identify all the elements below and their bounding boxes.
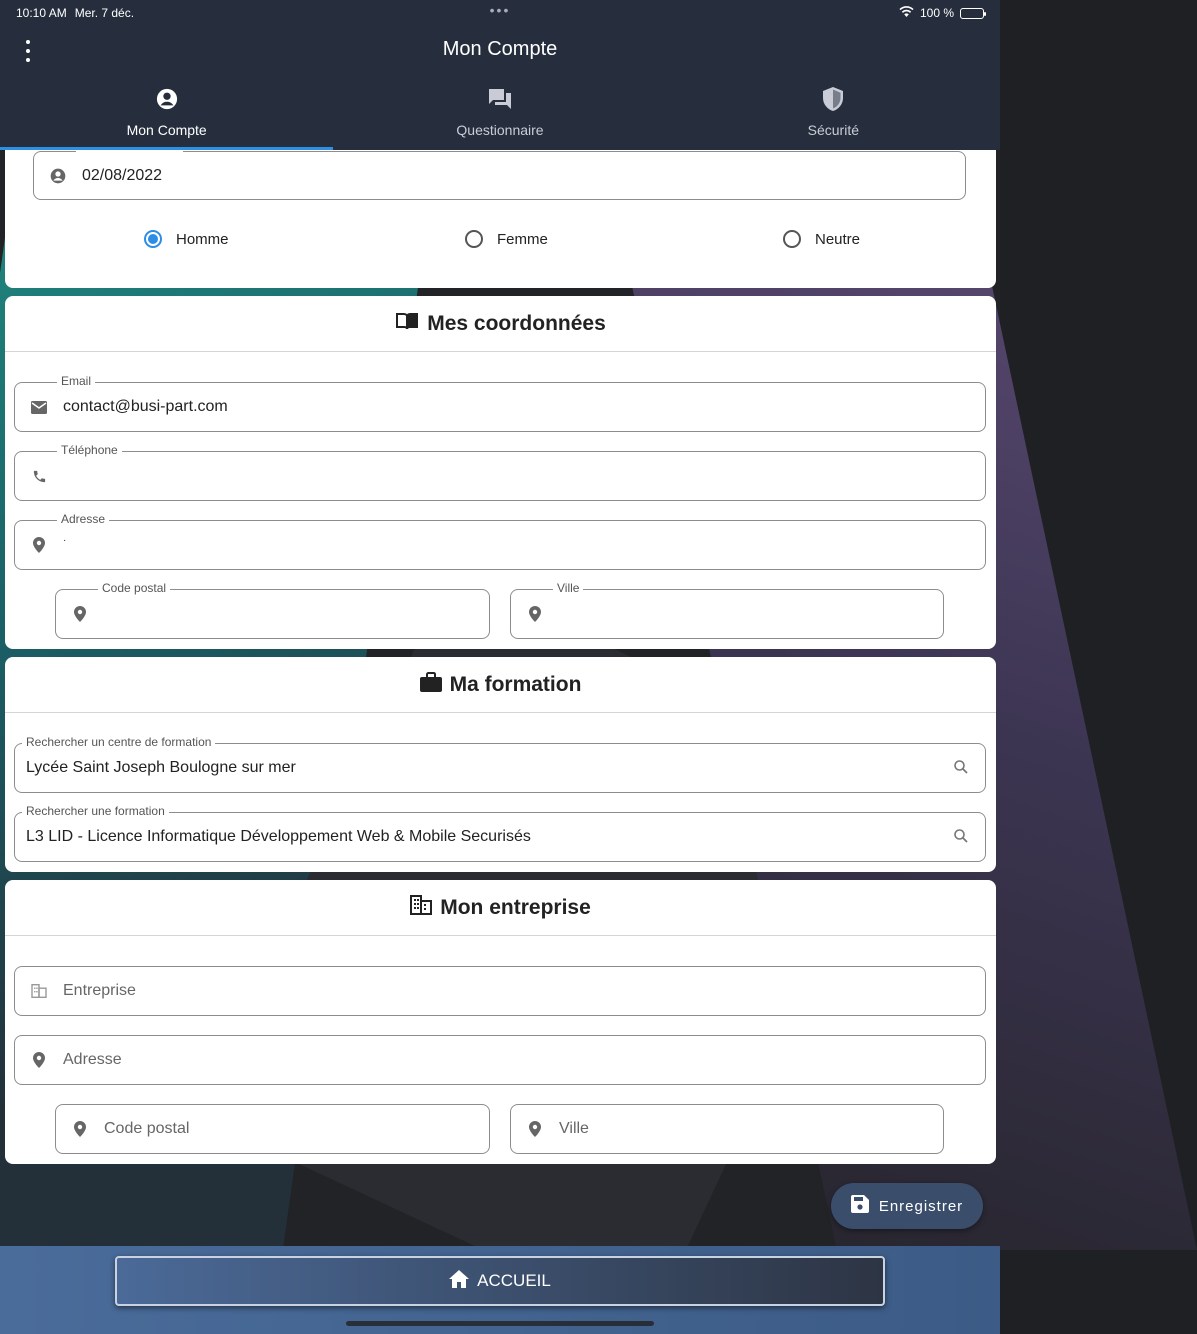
postal-code-field[interactable]: [55, 581, 490, 639]
location-pin-icon: [70, 606, 90, 622]
formation-card: [5, 657, 996, 872]
briefcase-icon: [420, 672, 442, 698]
city-label: Ville: [553, 581, 583, 595]
page-title: Mon Compte: [442, 38, 558, 60]
phone-field[interactable]: [14, 443, 986, 501]
course-search[interactable]: [14, 804, 986, 862]
tab-questionnaire[interactable]: [333, 84, 666, 150]
training-center-label: Rechercher un centre de formation: [22, 735, 215, 749]
tab-questionnaire-label: Questionnaire: [456, 122, 544, 138]
floppy-disk-icon: [851, 1195, 869, 1217]
battery-icon: [960, 8, 984, 19]
building-icon: [29, 984, 49, 998]
phone-label: Téléphone: [57, 443, 122, 457]
status-date: Mer. 7 déc.: [74, 6, 135, 20]
search-icon[interactable]: [953, 759, 969, 780]
coordonnees-card: [5, 296, 996, 649]
save-button-label: Enregistrer: [878, 1197, 964, 1215]
course-label: Rechercher une formation: [22, 804, 169, 818]
shield-icon: [823, 84, 843, 114]
tab-securite[interactable]: [667, 84, 1000, 150]
status-bar: [16, 4, 984, 22]
home-button[interactable]: [115, 1256, 885, 1306]
address-label: Adresse: [57, 512, 109, 526]
company-city-field[interactable]: [510, 1104, 944, 1154]
training-center-search[interactable]: [14, 735, 986, 793]
training-center-value: Lycée Saint Joseph Boulogne sur mer: [26, 759, 296, 776]
wifi-icon: [899, 6, 914, 20]
home-button-label: ACCUEIL: [477, 1271, 551, 1290]
radio-homme[interactable]: [144, 230, 229, 248]
postal-code-label: Code postal: [98, 581, 170, 595]
city-field[interactable]: [510, 581, 944, 639]
tab-bar: [0, 84, 1000, 150]
radio-femme-label: Femme: [497, 230, 548, 248]
company-city-placeholder: Ville: [559, 1120, 589, 1137]
location-pin-icon: [70, 1121, 90, 1137]
radio-neutre-label: Neutre: [815, 230, 861, 248]
phone-icon: [29, 469, 49, 484]
coordonnees-header: [5, 296, 996, 352]
location-pin-icon: [29, 1052, 49, 1068]
email-field[interactable]: [14, 374, 986, 432]
email-icon: [29, 401, 49, 414]
address-value: ·: [63, 534, 67, 546]
formation-title: Ma formation: [449, 672, 582, 696]
location-pin-icon: [525, 1121, 545, 1137]
location-pin-icon: [525, 606, 545, 622]
book-icon: [395, 311, 419, 337]
radio-homme-label: Homme: [176, 230, 229, 248]
birthdate-value: 02/08/2022: [82, 166, 163, 184]
building-icon: [410, 895, 432, 921]
company-address-field[interactable]: [14, 1035, 986, 1085]
email-value: contact@busi-part.com: [63, 398, 228, 415]
coordonnees-title: Mes coordonnées: [427, 311, 606, 335]
tab-mon-compte[interactable]: [0, 84, 333, 150]
radio-unselected-icon: [783, 230, 801, 248]
company-postal-placeholder: Code postal: [104, 1120, 190, 1137]
company-field[interactable]: [14, 966, 986, 1016]
company-placeholder: Entreprise: [63, 982, 136, 999]
formation-header: [5, 657, 996, 713]
location-pin-icon: [29, 537, 49, 553]
radio-neutre[interactable]: [783, 230, 860, 248]
search-icon[interactable]: [953, 828, 969, 849]
bottom-navigation: [0, 1246, 1000, 1334]
home-indicator: [346, 1321, 654, 1326]
email-label: Email: [57, 374, 95, 388]
home-icon: [449, 1270, 469, 1293]
account-icon: [156, 84, 178, 114]
account-icon: [48, 168, 68, 184]
radio-selected-icon: [144, 230, 162, 248]
address-field[interactable]: [14, 512, 986, 570]
company-postal-field[interactable]: [55, 1104, 490, 1154]
course-value: L3 LID - Licence Informatique Développement Web & Mobile Securisés: [26, 828, 531, 845]
app-header: [0, 0, 1000, 150]
identity-card: [5, 140, 996, 288]
tab-securite-label: Sécurité: [807, 122, 859, 138]
battery-percent: 100 %: [919, 6, 954, 20]
gender-radio-group: [0, 230, 1000, 250]
entreprise-header: [5, 880, 996, 936]
entreprise-card: [5, 880, 996, 1164]
radio-femme[interactable]: [465, 230, 548, 248]
save-button[interactable]: [831, 1183, 983, 1229]
company-address-placeholder: Adresse: [63, 1051, 122, 1068]
tab-mon-compte-label: Mon Compte: [126, 122, 207, 138]
entreprise-title: Mon entreprise: [440, 895, 591, 919]
birthdate-field[interactable]: [33, 151, 966, 200]
chat-icon: [488, 84, 512, 114]
multitask-dots-icon[interactable]: •••: [489, 2, 511, 18]
status-time: 10:10 AM: [16, 6, 67, 20]
radio-unselected-icon: [465, 230, 483, 248]
